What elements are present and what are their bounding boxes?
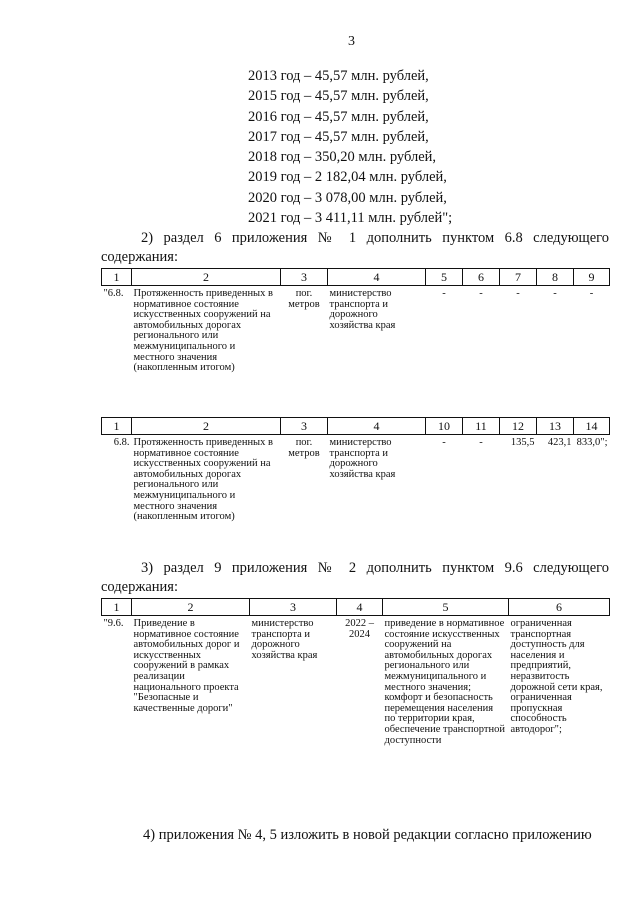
- table-header-cell: 9: [574, 269, 610, 286]
- consequences: ограниченная транспортная доступность для населения и предприятий, неразвитость дорожной сети края, ограниченная пропускная способность автодорог";: [510, 618, 603, 735]
- table-row: [102, 616, 610, 747]
- value-cell: -: [442, 288, 446, 299]
- table-header-cell: 14: [574, 418, 610, 435]
- funding-list: [248, 66, 452, 228]
- expected-result: приведение в нормативное состояние искусственных сооружений на автомобильных дорогах регионального или межмуниципального и местного значения; комфорт и безопасность перемещения населения по территории края, обеспечение транспортной доступности: [384, 618, 505, 746]
- table-header-cell: 5: [426, 269, 463, 286]
- table-header-row: [102, 599, 610, 616]
- funding-line: 2018 год – 350,20 млн. рублей,: [248, 149, 437, 166]
- measure-name: Приведение в нормативное состояние автомобильных дорог и искусственных сооружений в рамках реализации национального проекта "Безопасные и качественные дороги": [133, 618, 240, 714]
- table-header-cell: 2: [132, 269, 281, 286]
- table-header-cell: 7: [500, 269, 537, 286]
- table-header-row: [102, 269, 610, 286]
- table-header-cell: 6: [463, 269, 500, 286]
- funding-line: 2017 год – 45,57 млн. рублей,: [248, 128, 429, 145]
- table-header-cell: 11: [463, 418, 500, 435]
- item-number: "9.6.: [103, 618, 124, 629]
- indicator-name: Протяженность приведенных в нормативное состояние искусственных сооружений на автомобильных дорогах регионального или межмуниципального и местного значения (накопленным итогом): [133, 437, 273, 523]
- table-header-cell: 1: [102, 599, 132, 616]
- value-cell: -: [479, 437, 483, 448]
- funding-line: 2019 год – 2 182,04 млн. рублей,: [248, 169, 447, 186]
- table-header-cell: 8: [537, 269, 574, 286]
- paragraph-2-text: 2) раздел 6 приложения № 1 дополнить пунктом 6.8 следующего содержания:: [101, 230, 609, 265]
- table-header-cell: 6: [509, 599, 610, 616]
- table-row: [102, 435, 610, 523]
- table-header-cell: 13: [537, 418, 574, 435]
- responsible: министерство транспорта и дорожного хозяйства края: [329, 437, 396, 480]
- table-header-cell: 10: [426, 418, 463, 435]
- unit: пог. метров: [288, 288, 320, 310]
- responsible: министерство транспорта и дорожного хозяйства края: [329, 288, 396, 331]
- table-header-cell: 5: [383, 599, 509, 616]
- value-cell: -: [442, 437, 446, 448]
- table-header-cell: 2: [132, 418, 281, 435]
- value-cell: -: [479, 288, 483, 299]
- table-6-8-part1: [101, 268, 610, 374]
- funding-line: 2021 год – 3 411,11 млн. рублей";: [248, 210, 453, 227]
- unit: пог. метров: [288, 437, 320, 459]
- table-row: [102, 286, 610, 374]
- item-number: 6.8.: [113, 437, 130, 448]
- table-header-cell: 12: [500, 418, 537, 435]
- value-cell: 423,1: [547, 437, 572, 448]
- table-header-cell: 3: [281, 418, 328, 435]
- table-header-cell: 3: [250, 599, 337, 616]
- item-number: "6.8.: [103, 288, 124, 299]
- table-header-cell: 2: [132, 599, 250, 616]
- indicator-name: Протяженность приведенных в нормативное состояние искусственных сооружений на автомобильных дорогах регионального или межмуниципального и местного значения (накопленным итогом): [133, 288, 273, 374]
- table-header-cell: 4: [328, 269, 426, 286]
- table-9-6: [101, 598, 610, 746]
- paragraph-3: [101, 559, 609, 597]
- value-cell: -: [553, 288, 557, 299]
- page-number: 3: [348, 34, 355, 49]
- value-cell: 833,0";: [576, 437, 608, 448]
- paragraph-4: 4) приложения № 4, 5 изложить в новой редакции согласно приложению: [143, 827, 592, 843]
- table-header-cell: 1: [102, 418, 132, 435]
- paragraph-2: [101, 229, 609, 267]
- funding-line: 2020 год – 3 078,00 млн. рублей,: [248, 189, 447, 206]
- table-header-row: [102, 418, 610, 435]
- period: 2022 – 2024: [345, 618, 374, 640]
- value-cell: 135,5: [510, 437, 535, 448]
- funding-line: 2015 год – 45,57 млн. рублей,: [248, 88, 429, 105]
- responsible: министерство транспорта и дорожного хозяйства края: [251, 618, 318, 661]
- table-header-cell: 4: [337, 599, 383, 616]
- value-cell: -: [589, 288, 594, 299]
- table-header-cell: 1: [102, 269, 132, 286]
- table-6-8-part2: [101, 417, 610, 523]
- value-cell: -: [516, 288, 520, 299]
- paragraph-3-text: 3) раздел 9 приложения № 2 дополнить пунктом 9.6 следующего содержания:: [101, 560, 609, 595]
- funding-line: 2013 год – 45,57 млн. рублей,: [248, 68, 429, 84]
- table-header-cell: 3: [281, 269, 328, 286]
- funding-line: 2016 год – 45,57 млн. рублей,: [248, 108, 429, 125]
- table-header-cell: 4: [328, 418, 426, 435]
